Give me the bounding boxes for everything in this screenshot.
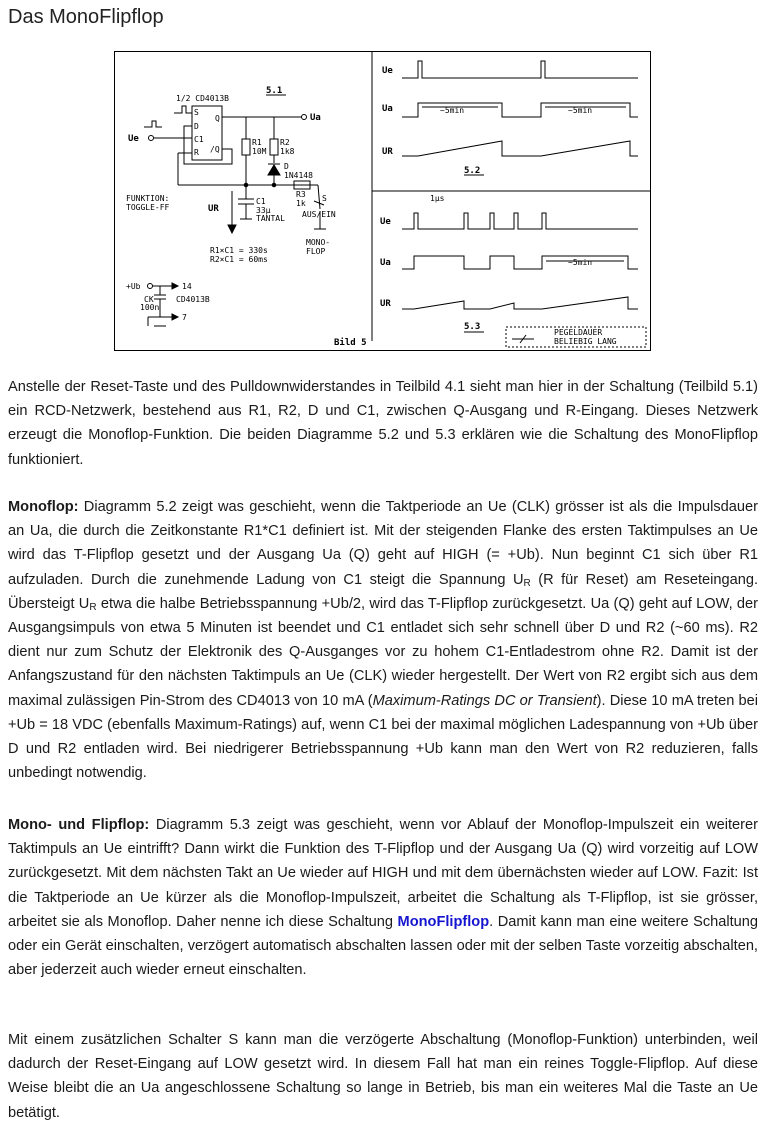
svg-text:PEGELDAUER: PEGELDAUER <box>554 328 603 337</box>
svg-text:R2: R2 <box>280 138 290 147</box>
svg-text:Ue: Ue <box>382 66 393 76</box>
svg-text:S: S <box>194 108 199 117</box>
ic-label: 1/2 CD4013B <box>176 94 229 103</box>
svg-text:C1: C1 <box>256 197 266 206</box>
intro-paragraph: Anstelle der Reset-Taste und des Pulldownwiderstandes in Teilbild 4.1 sieht man hier in der Schaltung (Teilbild 5.1) ein RCD-Netzwerk, bestehend aus R1, R2, D und C1, zwischen Q-Ausgang und R-Eingang. Dieses Netzwerk erzeugt die Monoflop-Funktion. Die beiden Diagramme 5.2 und 5.3 erklären wie die Schaltung des MonoFlipflop funktioniert. <box>8 379 758 468</box>
svg-text:FLOP: FLOP <box>306 247 326 256</box>
svg-text:10M: 10M <box>252 147 267 156</box>
svg-text:MONO-: MONO- <box>306 238 331 247</box>
svg-text:~5min: ~5min <box>568 258 593 267</box>
svg-text:TOGGLE-FF: TOGGLE-FF <box>126 203 170 212</box>
figure-caption: Bild 5 <box>334 338 367 348</box>
mono-flipflop-heading: Mono- und Flipflop: <box>8 817 150 833</box>
svg-text:5.2: 5.2 <box>464 166 481 176</box>
circuit-figure <box>114 51 651 351</box>
label-5-1: 5.1 <box>266 86 283 96</box>
svg-text:Ua: Ua <box>382 104 393 114</box>
monoflipflop-link[interactable]: MonoFlipflop <box>397 913 490 930</box>
svg-text:CD4013B: CD4013B <box>176 295 210 304</box>
switch-paragraph: Mit einem zusätzlichen Schalter S kann man die verzögerte Abschaltung (Monoflop-Funktion) unterbinden, weil dadurch der Reset-Eingang auf LOW gesetzt wird. In diesem Fall hat man ein reines Toggle-Flipflop. Auf diese Weise bleibt die an Ua angeschlossene Schaltung so lange in Betrieb, bis man ein weiteres Mal die Taste an Ue betätigt. <box>8 1032 758 1121</box>
page-title: Das MonoFlipflop <box>8 6 164 28</box>
monoflop-paragraph: Monoflop: Diagramm 5.2 zeigt was geschieht, wenn die Taktperiode an Ue (CLK) grösser ist als die Impulsdauer an Ua, die durch die Zeitkonstante R1*C1 definiert ist. Mit der steigenden Flanke des ersten Taktimpulses an Ue wird das T-Flipflop gesetzt und der Ausgang Ua (Q) geht auf HIGH (= +Ub). Nun beginnt C1 sich über R1 aufzuladen. Durch die zunehmende Ladung von C1 steigt die Spannung $U_R$ (R für Reset) am Reseteingang. Übersteigt $U_R$ etwa die halbe Betriebsspannung +Ub/2, wird das T-Flipflop zurückgesetzt. Ua (Q) geht auf LOW, der Ausgangsimpuls von etwa 5 Minuten ist beendet und C1 entladet sich sehr schnell über D und R2 (~60 ms). R2 dient nur zum Schutz der Elektronik des Q-Ausganges vor zu hohem C1-Entladestrom ohne R2. Damit ist der Anfangszustand für den nächsten Taktimpuls an Ue (CLK) wieder hergestellt. Der Wert von R2 ergibt sich aus dem maximal zulässigen Pin-Strom des CD4013 von 10 mA (Maximum-Ratings DC or Transient). Diese 10 mA treten bei +Ub = 18 VDC (ebenfalls Maximum-Ratings) auf, wenn C1 bei der maximal möglichen Ladespannung von +Ub über D und R2 entladen wird. Bei niedrigerer Betriebsspannung +Ub kann man den Wert von R2 reduzieren, falls unbedingt notwendig. <box>8 499 758 782</box>
svg-text:~5min: ~5min <box>440 106 465 115</box>
svg-text:C1: C1 <box>194 135 204 144</box>
svg-text:UR: UR <box>208 204 219 214</box>
svg-text:FUNKTION:: FUNKTION: <box>126 194 170 203</box>
svg-text:Q: Q <box>215 114 220 123</box>
svg-text:33µ: 33µ <box>256 206 271 215</box>
svg-text:1k8: 1k8 <box>280 147 295 156</box>
svg-text:Ue: Ue <box>128 134 139 144</box>
svg-text:100n: 100n <box>140 303 160 312</box>
svg-text:+Ub: +Ub <box>126 282 141 291</box>
svg-text:Ua: Ua <box>310 113 321 123</box>
svg-text:S: S <box>322 194 327 203</box>
svg-text:CK: CK <box>144 295 154 304</box>
svg-text:1N4148: 1N4148 <box>284 171 313 180</box>
svg-text:7: 7 <box>182 313 187 322</box>
svg-text:Ue: Ue <box>380 217 391 227</box>
svg-text:1k: 1k <box>296 199 306 208</box>
monoflop-heading: Monoflop: <box>8 499 79 515</box>
svg-text:R: R <box>194 148 199 157</box>
mono-flipflop-paragraph: Mono- und Flipflop: Diagramm 5.3 zeigt was geschieht, wenn vor Ablauf der Monoflop-Impulszeit ein weiterer Taktimpuls an Ue eintrifft? Dann wirkt die Funktion des T-Flipflop und der Ausgang Ua (Q) wird vorzeitig auf LOW zurückgesetzt. Mit dem nächsten Takt an Ue wieder auf HIGH und mit dem übernächsten wieder auf LOW. Fazit: Ist die Taktperiode an Ue kürzer als die Monoflop-Impulszeit, arbeitet die Schaltung als T-Flipflop, ist sie grösser, arbeitet sie als Monoflop. Daher nenne ich diese Schaltung MonoFlipflop. Damit kann man eine weitere Schaltung oder ein Gerät einschalten, verzögert automatisch abschalten lassen oder mit der selben Taste vorzeitig abschalten, aber jederzeit auch wieder erneut einschalten. <box>8 817 759 979</box>
svg-text:R3: R3 <box>296 190 306 199</box>
svg-text:/Q: /Q <box>210 145 220 154</box>
svg-text:1µs: 1µs <box>430 194 445 203</box>
svg-text:R1: R1 <box>252 138 262 147</box>
svg-text:14: 14 <box>182 282 192 291</box>
svg-text:AUS/EIN: AUS/EIN <box>302 210 336 219</box>
svg-text:5.3: 5.3 <box>464 322 481 332</box>
svg-text:D: D <box>284 162 289 171</box>
svg-text:~5min: ~5min <box>568 106 593 115</box>
svg-text:R1×C1 = 330s: R1×C1 = 330s <box>210 246 268 255</box>
svg-text:BELIEBIG LANG: BELIEBIG LANG <box>554 337 617 346</box>
svg-text:R2×C1 = 60ms: R2×C1 = 60ms <box>210 255 268 264</box>
svg-text:UR: UR <box>380 299 391 309</box>
svg-text:UR: UR <box>382 147 393 157</box>
svg-text:Ua: Ua <box>380 258 391 268</box>
svg-text:D: D <box>194 122 199 131</box>
svg-text:TANTAL: TANTAL <box>256 214 285 223</box>
